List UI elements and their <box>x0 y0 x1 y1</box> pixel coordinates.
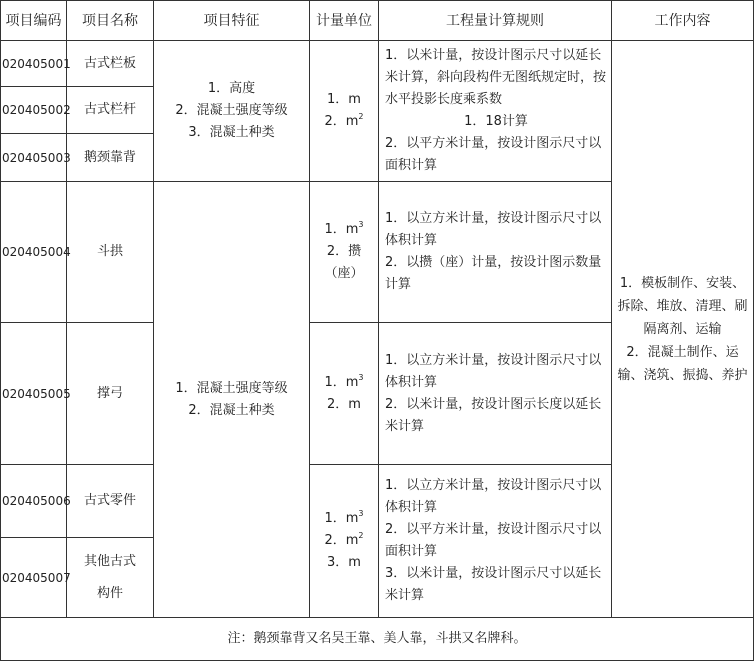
work-line: 1．模板制作、安装、拆除、堆放、清理、刷隔离剂、运输 <box>617 275 748 337</box>
work-line: 2．混凝土制作、运输、浇筑、振捣、养护 <box>617 344 748 383</box>
header-code: 项目编码 <box>1 1 67 41</box>
note-row <box>1 618 754 661</box>
item-code: 020405002 <box>1 87 67 134</box>
rule-line: 1．以立方米计量，按设计图示尺寸以体积计算 <box>385 478 602 515</box>
unit-line: 1．m <box>327 92 361 107</box>
rule-line: 1．以立方米计量，按设计图示尺寸以体积计算 <box>385 352 602 390</box>
item-name: 斗拱 <box>67 182 154 323</box>
unit-line: 2．攒 <box>326 244 362 259</box>
rule-line: 1．以立方米计量，按设计图示尺寸以体积计算 <box>385 211 602 248</box>
unit-line: 3．m <box>327 555 361 570</box>
item-name: 古式零件 <box>67 465 154 538</box>
unit-line: 2．$m^2$ <box>324 112 364 129</box>
unit-line: 2．m <box>327 396 361 412</box>
unit-cell <box>310 41 379 182</box>
item-code: 020405001 <box>1 41 67 87</box>
feature-line: 2．混凝土种类 <box>188 402 275 418</box>
rule-line: 2．以平方米计量，按设计图示尺寸以面积计算 <box>385 136 602 173</box>
table-row <box>1 41 754 87</box>
rules-cell <box>379 323 612 465</box>
header-rules: 工程量计算规则 <box>379 1 612 41</box>
feature-line: 2．混凝土强度等级 <box>175 103 288 118</box>
item-code: 020405007 <box>1 538 67 618</box>
header-work: 工作内容 <box>612 1 754 41</box>
item-name: 古式栏杆 <box>67 87 154 134</box>
item-code: 020405006 <box>1 465 67 538</box>
unit-cell <box>310 182 379 323</box>
header-name: 项目名称 <box>67 1 154 41</box>
feature-line: 3．混凝土种类 <box>188 125 275 140</box>
unit-cell <box>310 465 379 618</box>
rules-cell <box>379 465 612 618</box>
work-content-cell <box>612 41 754 618</box>
unit-line: （座） <box>324 266 364 281</box>
rules-cell <box>379 182 612 323</box>
feature-line: 1．混凝土强度等级 <box>175 380 288 396</box>
header-unit: 计量单位 <box>310 1 379 41</box>
features-cell <box>154 182 310 618</box>
features-cell <box>154 41 310 182</box>
item-name: 其他古式 构件 <box>67 538 154 618</box>
unit-line: 2．$m^2$ <box>324 531 364 548</box>
item-name: 鹅颈靠背 <box>67 134 154 182</box>
rule-line: 2．以平方米计量，按设计图示尺寸以面积计算 <box>385 522 602 559</box>
item-name: 撑弓 <box>67 323 154 465</box>
unit-cell <box>310 323 379 465</box>
unit-line: 1．$m^3$ <box>324 372 364 390</box>
rule-line: 2．以攒（座）计量，按设计图示数量计算 <box>385 255 602 292</box>
item-code: 020405005 <box>1 323 67 465</box>
rule-line: 3．以米计量，按设计图示尺寸以延长米计算 <box>385 566 602 603</box>
item-name: 古式栏板 <box>67 41 154 87</box>
rule-line: 1．18计算 <box>464 114 528 129</box>
item-code: 020405004 <box>1 182 67 323</box>
unit-line: 1．$m^3$ <box>324 220 364 237</box>
header-row <box>1 1 754 41</box>
unit-line: 1．$m^3$ <box>324 509 364 526</box>
table-note: 注：鹅颈靠背又名吴王靠、美人靠，斗拱又名牌科。 <box>1 618 754 661</box>
feature-line: 1．高度 <box>207 81 256 96</box>
header-features: 项目特征 <box>154 1 310 41</box>
rules-cell <box>379 41 612 182</box>
item-code: 020405003 <box>1 134 67 182</box>
rule-line: 2．以米计量，按设计图示长度以延长米计算 <box>385 396 602 434</box>
rule-line: 1．以米计量，按设计图示尺寸以延长米计算，斜向段构件无图纸规定时，按水平投影长度乘系数 <box>385 48 607 107</box>
